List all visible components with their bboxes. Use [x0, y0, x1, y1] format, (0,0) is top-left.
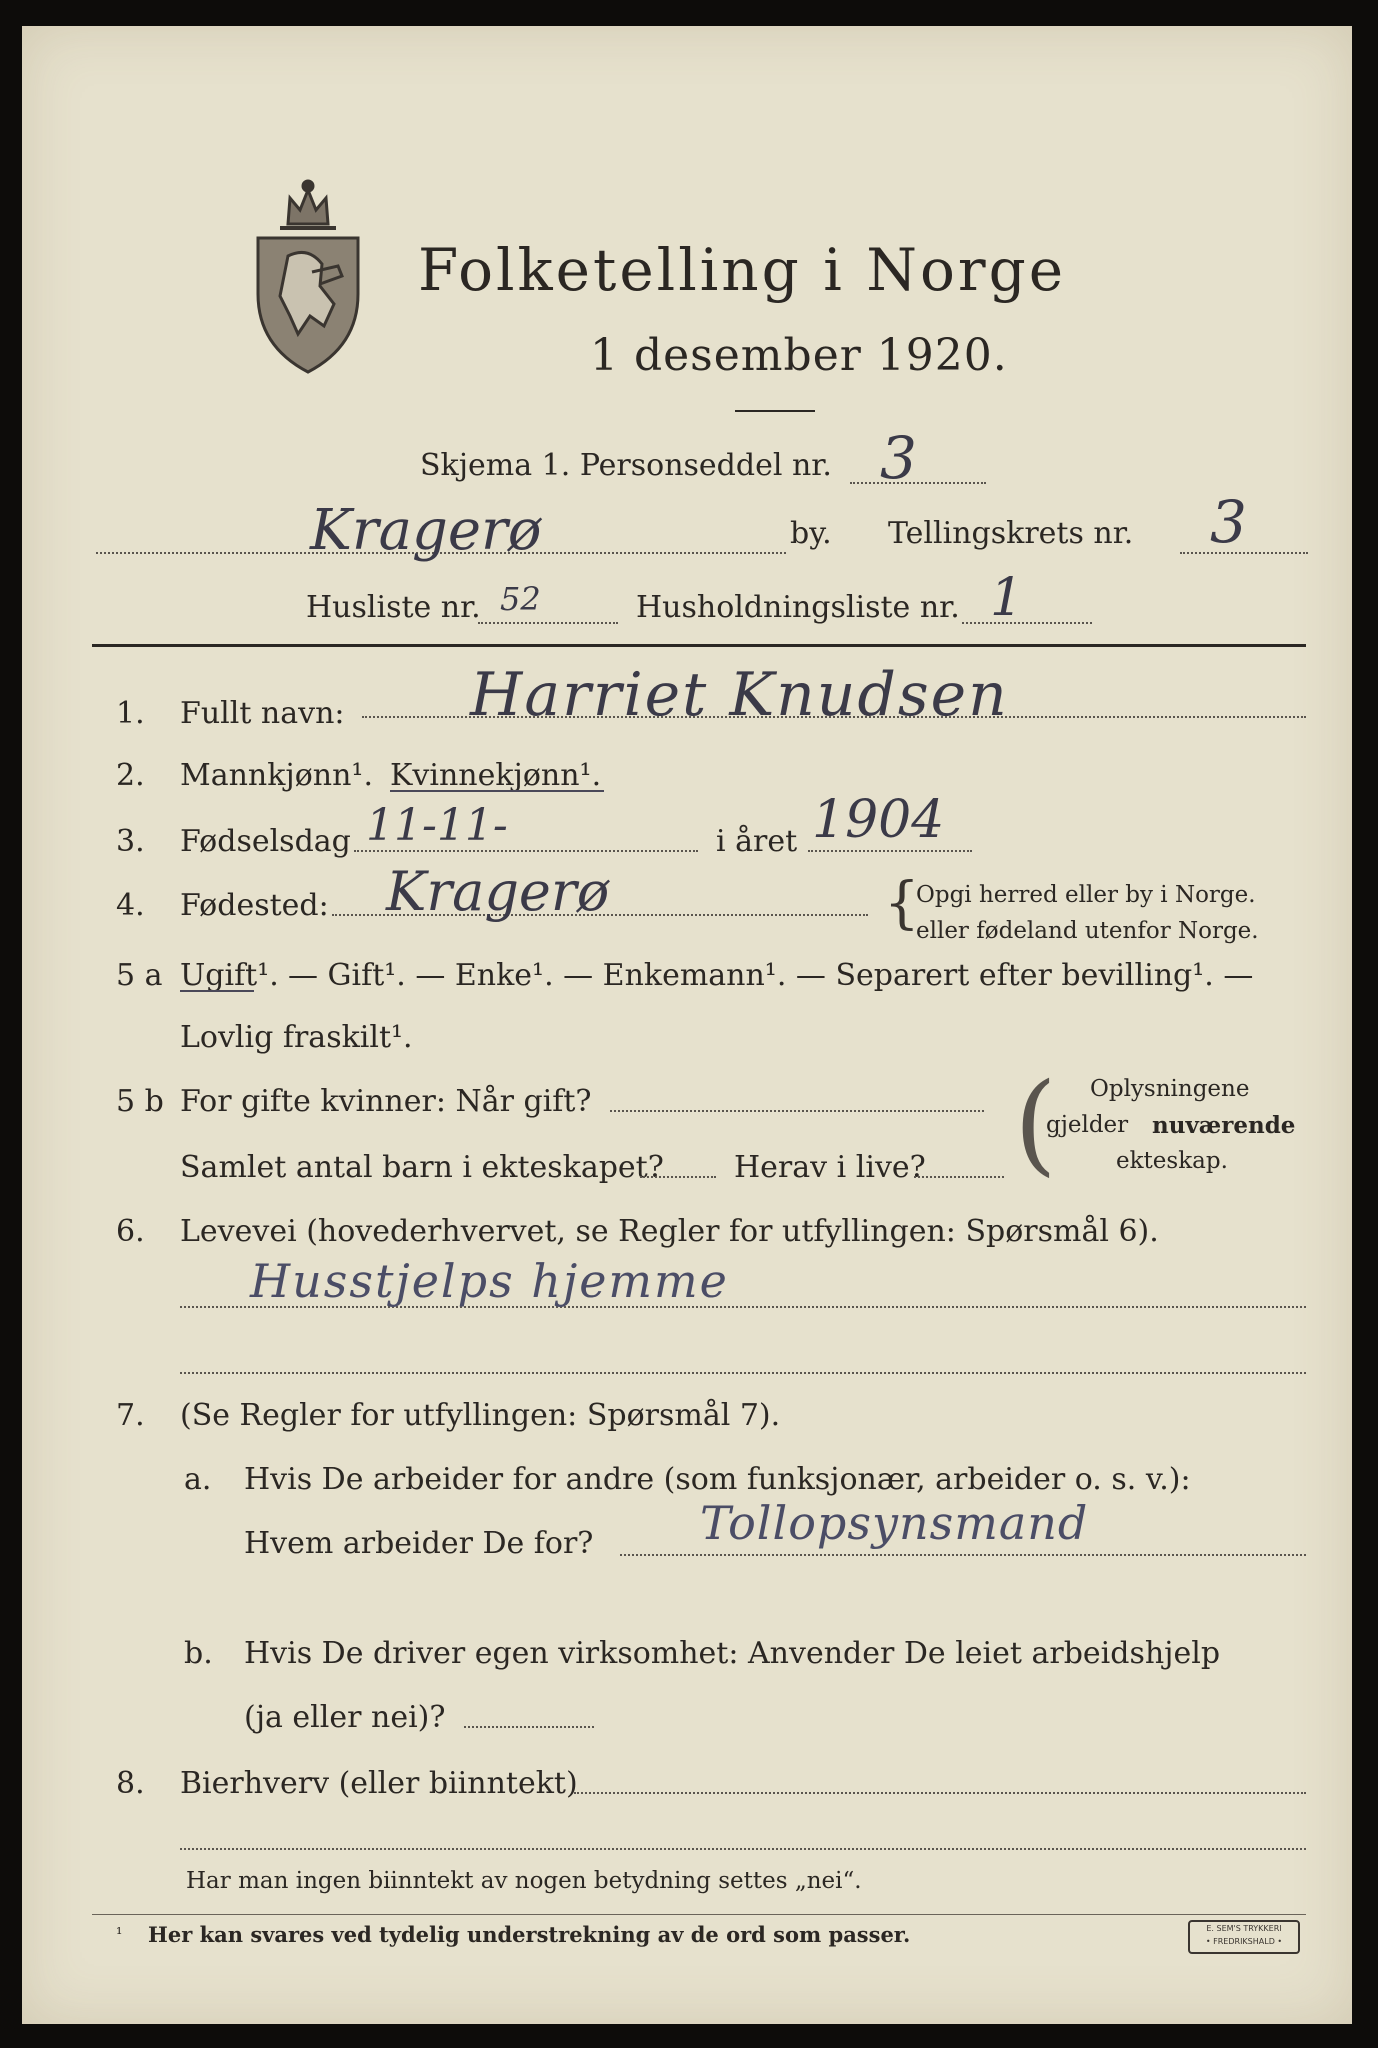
husliste-value: 52 [500, 580, 541, 618]
q8-number: 8. [116, 1766, 145, 1801]
q3-number: 3. [116, 824, 145, 859]
bierhverv-field-line-2[interactable] [180, 1848, 1306, 1850]
husholdningsliste-value: 1 [990, 568, 1024, 628]
form-title: Folketelling i Norge [418, 236, 1067, 304]
barn-label: Samlet antal barn i ekteskapet? [180, 1150, 664, 1185]
bierhverv-label: Bierhverv (eller biinntekt) [180, 1766, 578, 1801]
husholdningsliste-label: Husholdningsliste nr. [636, 590, 960, 625]
personseddel-value: 3 [880, 424, 917, 492]
q7a-text: Hvis De arbeider for andre (som funksjonær, arbeider o. s. v.): [244, 1462, 1191, 1497]
q7-number: 7. [116, 1398, 145, 1433]
husliste-field[interactable] [478, 622, 618, 624]
marriage-note-brace: ( [1014, 1059, 1057, 1187]
header-divider [92, 644, 1306, 647]
year-label: i året [716, 824, 798, 859]
printer-stamp-line-1: E. SEM'S TRYKKERI [1206, 1924, 1282, 1933]
q7a-letter: a. [184, 1462, 212, 1497]
lovlig-fraskilt-option[interactable]: Lovlig fraskilt¹. [180, 1020, 413, 1055]
barn-field[interactable] [640, 1176, 716, 1178]
ja-eller-nei-field[interactable] [464, 1726, 594, 1728]
printer-stamp [1188, 1920, 1300, 1954]
by-value: Kragerø [310, 498, 542, 563]
census-date: 1 desember 1920. [590, 330, 1008, 381]
fodested-label: Fødested: [180, 888, 329, 923]
fodested-note-line-2: eller fødeland utenfor Norge. [916, 918, 1259, 944]
fodested-value: Kragerø [386, 860, 610, 923]
civil-status-options[interactable]: — Gift¹. — Enke¹. — Enkemann¹. — Separert efter bevilling¹. — [288, 958, 1254, 993]
ja-eller-nei-label: (ja eller nei)? [244, 1700, 446, 1735]
herav-i-live-field[interactable] [914, 1176, 1004, 1178]
norwegian-coat-of-arms-icon [250, 176, 366, 376]
fodested-note-brace: { [884, 871, 920, 936]
fodested-note-line-1: Opgi herred eller by i Norge. [916, 882, 1256, 908]
hvem-arbeider-label: Hvem arbeider De for? [244, 1526, 594, 1561]
levevei-value: Husstjelps hjemme [250, 1254, 729, 1308]
q1-number: 1. [116, 696, 145, 731]
mannkjonn-option[interactable]: Mannkjønn¹. [180, 758, 373, 793]
q7b-text: Hvis De driver egen virksomhet: Anvender De leiet arbeidshjelp [244, 1636, 1221, 1671]
printer-stamp-line-2: • FREDRIKSHALD • [1205, 1937, 1283, 1946]
year-field[interactable] [808, 850, 972, 852]
q2-number: 2. [116, 758, 145, 793]
year-value: 1904 [812, 790, 945, 850]
full-name-value: Harriet Knudsen [470, 660, 1009, 730]
marriage-note-line-3: ekteskap. [1116, 1148, 1228, 1174]
husholdningsliste-field[interactable] [962, 622, 1092, 624]
footnote-divider [92, 1914, 1306, 1915]
footnote-mark: ¹ [116, 1924, 123, 1943]
q6-number: 6. [116, 1214, 145, 1249]
hvem-arbeider-value: Tollopsynsmand [700, 1496, 1089, 1550]
biinntekt-note: Har man ingen biinntekt av nogen betydning settes „nei“. [186, 1868, 862, 1894]
hvem-arbeider-field[interactable] [620, 1554, 1306, 1556]
husliste-label: Husliste nr. [306, 590, 481, 625]
levevei-field-line-2[interactable] [180, 1372, 1306, 1374]
herav-i-live-label: Herav i live? [734, 1150, 926, 1185]
nar-gift-field[interactable] [610, 1110, 984, 1112]
tellingskrets-value: 3 [1210, 488, 1247, 556]
q7-label: (Se Regler for utfyllingen: Spørsmål 7). [180, 1398, 781, 1433]
full-name-label: Fullt navn: [180, 696, 345, 731]
q7b-letter: b. [184, 1636, 213, 1671]
marriage-note-line-1: Oplysningene [1090, 1076, 1250, 1102]
footnote-text: Her kan svares ved tydelig understrekning av de ord som passer. [148, 1922, 911, 1947]
fodselsdag-value: 11-11- [366, 800, 508, 851]
personseddel-field[interactable] [850, 482, 986, 484]
levevei-label: Levevei (hovederhvervet, se Regler for utfyllingen: Spørsmål 6). [180, 1214, 1159, 1249]
by-label: by. [790, 516, 832, 551]
kvinnekjonn-option[interactable]: Kvinnekjønn¹. [390, 758, 602, 793]
q5b-number: 5 b [116, 1084, 164, 1119]
ugift-underline [180, 990, 254, 992]
bierhverv-field-line-1[interactable] [574, 1792, 1306, 1794]
title-divider [735, 410, 815, 412]
nar-gift-label: For gifte kvinner: Når gift? [180, 1084, 592, 1119]
kvinnekjonn-underline [390, 790, 604, 792]
fodselsdag-label: Fødselsdag [180, 824, 351, 859]
q4-number: 4. [116, 888, 145, 923]
marriage-note-line-2a: gjelder [1046, 1112, 1129, 1138]
marriage-note-line-2b: nuværende [1152, 1112, 1296, 1139]
skjema-label: Skjema 1. Personseddel nr. [420, 448, 832, 483]
q5a-number: 5 a [116, 958, 163, 993]
tellingskrets-label: Tellingskrets nr. [888, 516, 1134, 551]
ugift-option[interactable]: Ugift¹. [180, 958, 279, 993]
